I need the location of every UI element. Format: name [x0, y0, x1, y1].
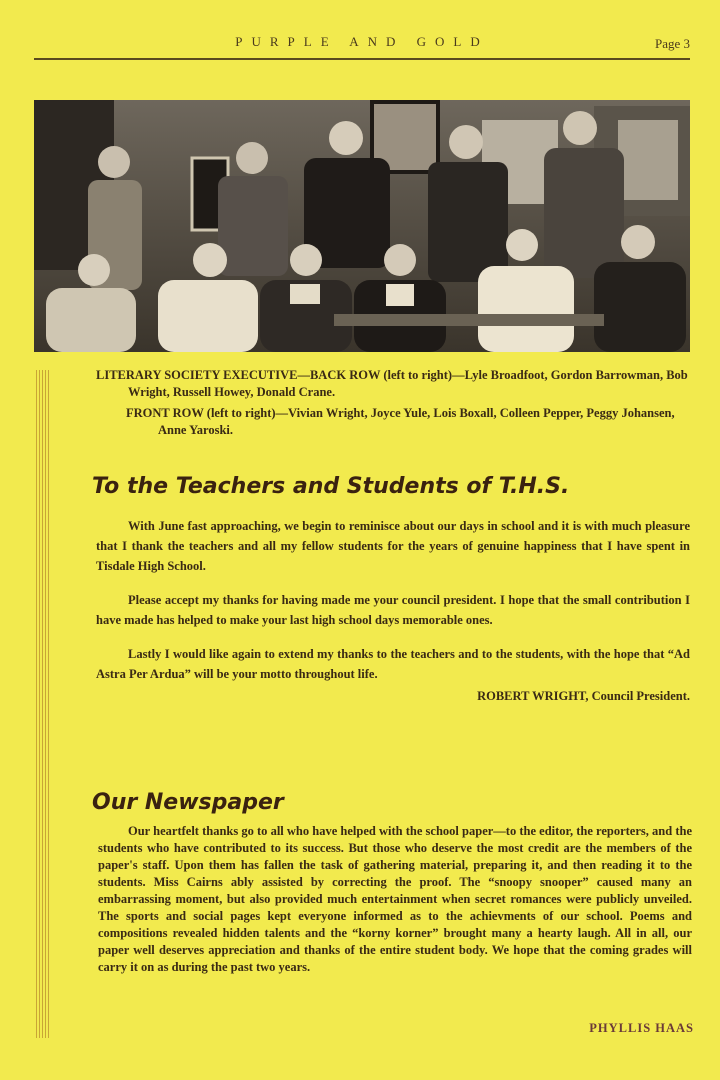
letter-paragraph: Please accept my thanks for having made me your council president. I hope that the small contribution I have made has helped to make your last high school days memorable ones. — [96, 593, 690, 627]
caption-back-row: LITERARY SOCIETY EXECUTIVE—BACK ROW (left to right)—Lyle Broadfoot, Gordon Barrowman, Bob Wright, Russell Howey, Donald Crane. — [96, 368, 688, 399]
newspaper-heading: Our Newspaper — [92, 790, 284, 815]
newspaper-article — [98, 823, 692, 976]
photo-caption — [96, 367, 692, 443]
group-photograph — [34, 100, 690, 352]
publication-title: PURPLE AND GOLD — [235, 34, 489, 49]
newspaper-signature: PHYLLIS HAAS — [589, 1021, 694, 1035]
letter-heading: To the Teachers and Students of T.H.S. — [92, 474, 570, 499]
newspaper-body: Our heartfelt thanks go to all who have helped with the school paper—to the editor, the reporters, and the students who have contributed to its success. But those who deserve the most credit are the members of the paper's staff. Upon them has fallen the task of gathering material, preparing it, and then reading it to the students. Miss Cairns ably assisted by correcting the proof. The “snoopy snooper” caused many an embarrassing moment, but also provided much entertainment when secret romances were publicly unveiled. The sports and social pages kept everyone informed as to the achievments of our school. Poems and compositions revealed hidden talents and the “korny korner” brought many a hearty laugh. All in all, our paper well deserves appreciation and thanks of the entire student body. We hope that the coming grades will carry it on as during the past two years. — [98, 824, 692, 974]
letter-paragraph: With June fast approaching, we begin to reminisce about our days in school and it is with much pleasure that I thank the teachers and all my fellow students for the years of genuine happiness that I have spent in Tisdale High School. — [96, 519, 690, 573]
page-header — [34, 30, 690, 60]
page-number: Page 3 — [654, 36, 690, 51]
caption-front-row: FRONT ROW (left to right)—Vivian Wright, Joyce Yule, Lois Boxall, Colleen Pepper, Peggy Johansen, Anne Yaroski. — [126, 406, 675, 437]
photo-illustration — [34, 100, 690, 352]
letter-signature: ROBERT WRIGHT, Council President. — [477, 689, 690, 703]
council-president-letter — [96, 516, 690, 720]
letter-paragraph: Lastly I would like again to extend my thanks to the teachers and to the students, with the hope that “Ad Astra Per Ardua” will be your motto throughout life. — [96, 647, 690, 681]
decorative-vertical-rule — [36, 370, 50, 1038]
